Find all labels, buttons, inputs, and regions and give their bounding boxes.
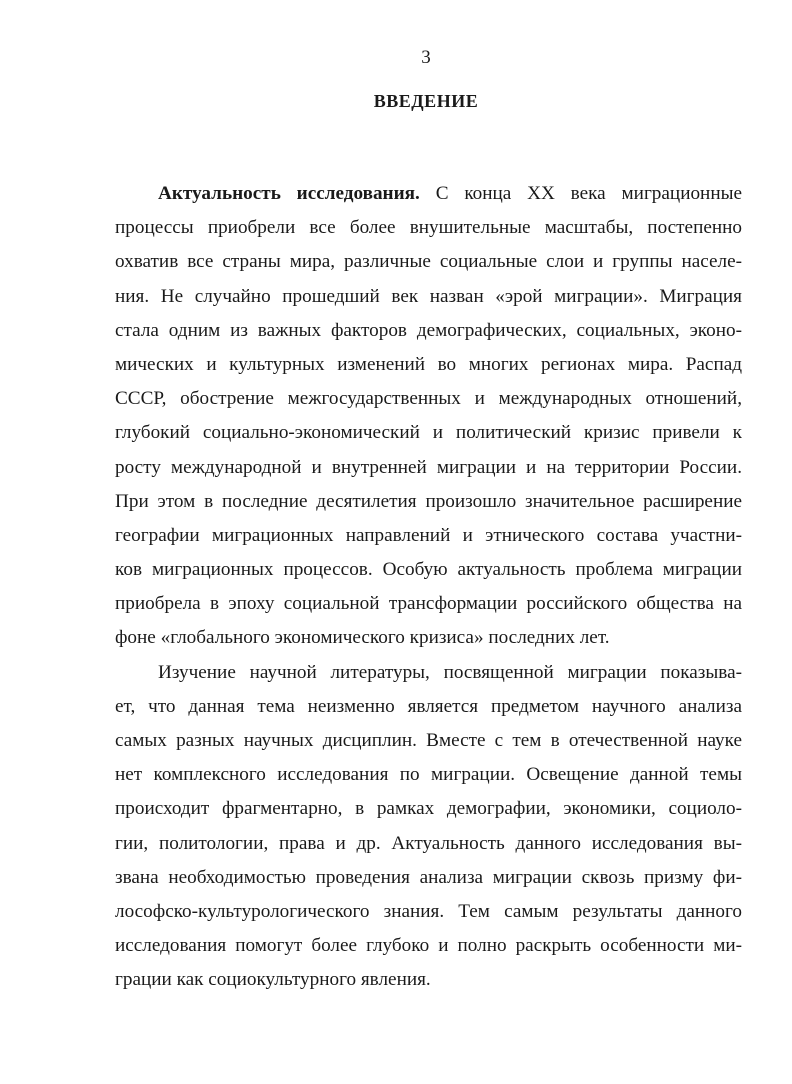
text-line: грации как социокультурного явления. — [115, 969, 431, 991]
text-line: Актуальность исследования. С конца XX века миграционные — [158, 183, 742, 204]
text-line: росту международной и внутренней миграции и на территории России. — [115, 456, 742, 478]
text-line: исследования помогут более глубоко и полно раскрыть особенности ми- — [115, 935, 742, 957]
text-line: самых разных научных дисциплин. Вместе с тем в отечественной науке — [115, 730, 742, 751]
text-line: процессы приобрели все более внушительные масштабы, постепенно — [115, 217, 742, 239]
body-text — [115, 177, 742, 998]
page-number: 3 — [421, 47, 431, 68]
text-line: нет комплексного исследования по миграции. Освещение данной темы — [115, 764, 742, 786]
text-line: фоне «глобального экономического кризиса» последних лет. — [115, 627, 610, 649]
text-line: Изучение научной литературы, посвященной миграции показыва- — [158, 661, 742, 683]
text-line: географии миграционных направлений и этнического состава участни- — [115, 524, 742, 546]
text-line: ков миграционных процессов. Особую актуальность проблема миграции — [115, 559, 742, 581]
text-line: СССР, обострение межгосударственных и международных отношений, — [115, 388, 742, 410]
text-line: глубокий социально-экономический и политический кризис привели к — [115, 422, 742, 444]
text-line: гии, политологии, права и др. Актуальность данного исследования вы- — [115, 832, 742, 854]
section-heading: ВВЕДЕНИЕ — [373, 91, 479, 111]
text-line: При этом в последние десятилетия произошло значительное расширение — [115, 490, 742, 512]
text-line: охватив все страны мира, различные социальные слои и группы населе- — [115, 251, 742, 273]
text-line: ния. Не случайно прошедший век назван «эрой миграции». Миграция — [115, 285, 742, 307]
text-line: звана необходимостью проведения анализа миграции сквозь призму фи- — [115, 866, 742, 888]
text-line: мических и культурных изменений во многих регионах мира. Распад — [115, 353, 742, 375]
text-line: лософско-культурологического знания. Тем самым результаты данного — [115, 900, 742, 922]
paragraph-lead: Актуальность исследования. — [158, 183, 420, 204]
paragraph-relevance — [115, 177, 742, 656]
paragraph-literature — [115, 656, 742, 998]
text-line: происходит фрагментарно, в рамках демографии, экономики, социоло- — [115, 798, 742, 820]
text-line: стала одним из важных факторов демографических, социальных, эконо- — [115, 319, 742, 341]
text-line: приобрела в эпоху социальной трансформации российского общества на — [115, 593, 742, 615]
text-line: ет, что данная тема неизменно является предметом научного анализа — [115, 695, 742, 717]
